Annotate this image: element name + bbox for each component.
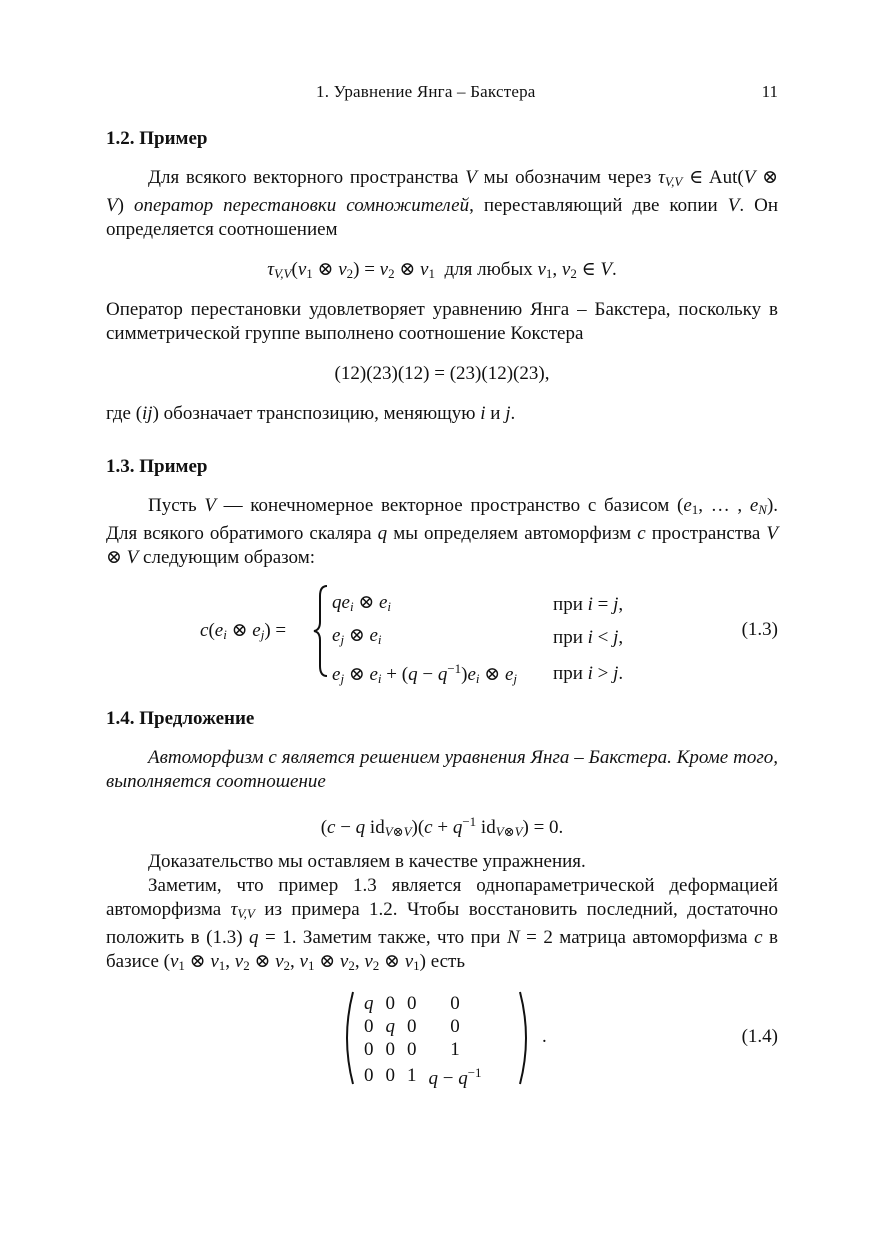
matrix-cell: 0 xyxy=(450,993,460,1014)
section-heading-1-3: 1.3. Пример xyxy=(106,456,208,477)
case-expr: $e_j$ ⊗ $e_i$ xyxy=(332,625,382,647)
case-expr: $qe_i$ ⊗ $e_i$ xyxy=(332,592,392,614)
right-paren-icon xyxy=(518,990,534,1086)
cases-lhs: $c(e_i$ ⊗ $e_j$) = xyxy=(200,620,287,642)
matrix-cell: 0 xyxy=(385,1065,395,1086)
case-condition: при i = j, xyxy=(553,594,624,615)
case-condition: при i > j. xyxy=(553,663,624,684)
running-header xyxy=(106,82,778,108)
proof-note: Доказательство мы оставляем в качестве упражнения. xyxy=(148,851,586,872)
matrix-cell: 0 xyxy=(407,993,417,1014)
matrix-cell: 0 xyxy=(364,1016,374,1037)
matrix-row xyxy=(358,1061,488,1090)
equation-quadratic: (c − q $id_{V\otimes V})(c + q^{-1}$ $id_{V\otimes V}) = 0$. xyxy=(320,814,564,839)
paragraph-1-2-coxeter: Оператор перестановки удовлетворяет уравнению Янга – Бакстера, поскольку в симметрической группе выполнено соотношение Кокстера xyxy=(106,299,778,344)
left-brace-icon xyxy=(312,584,330,678)
case-row xyxy=(332,621,623,654)
paragraph-1-2-definition: Для всякого векторного пространства V мы обозначим через $\tau_{V,V}$ ∈ Aut(V ⊗ V) оператор перестановки сомножителей, переставляющий две копии V. Он определяется соотношением xyxy=(106,167,779,240)
matrix-row xyxy=(358,1038,488,1061)
left-paren-icon xyxy=(339,990,355,1086)
matrix-cell: 0 xyxy=(364,1039,374,1060)
matrix xyxy=(358,992,488,1090)
matrix-cell: 0 xyxy=(450,1016,460,1037)
equation-number: (1.3) xyxy=(741,619,778,640)
matrix-cell: 0 xyxy=(385,993,395,1014)
matrix-cell: q xyxy=(364,993,374,1014)
equation-number: (1.4) xyxy=(741,1026,778,1047)
paragraph-1-2-transposition: где (ij) обозначает транспозицию, меняющую i и j. xyxy=(106,403,516,424)
matrix-cell: 1 xyxy=(450,1039,460,1060)
paragraph-1-3: Пусть V — конечномерное векторное пространство с базисом ($e_1$, … , $e_N$). Для всякого обратимого скаляра q мы определяем автоморфизм c пространства V ⊗ V следующим образом: xyxy=(106,495,779,568)
matrix-cell: 0 xyxy=(407,1016,417,1037)
book-page xyxy=(106,82,779,1089)
paragraph-remark: Заметим, что пример 1.3 является однопараметрической деформацией автоморфизма $\tau_{V,V}$ из примера 1.2. Чтобы восстановить последний, достаточно положить в (1.3) q = 1. Заметим также, что при N = 2 матрица автоморфизма c в базисе ($v_1$ ⊗ $v_1$, $v_2$ ⊗ $v_2$, $v_1$ ⊗ $v_2$, $v_2$ ⊗ $v_1$) есть xyxy=(106,875,778,973)
case-condition: при i < j, xyxy=(553,627,624,648)
matrix-cell: 0 xyxy=(364,1065,374,1086)
case-expr: $e_j$ ⊗ $e_i + (q - q^{-1})e_i$ ⊗ $e_j$ xyxy=(332,661,518,686)
equation-swap: $\tau_{V,V}(v_1$ ⊗ $v_2) = v_2$ ⊗ $v_1$ для любых $v_1$, $v_2$ ∈ V. xyxy=(267,259,617,281)
matrix-cell: 0 xyxy=(407,1039,417,1060)
cases-table xyxy=(332,588,623,693)
section-heading-1-4: 1.4. Предложение xyxy=(106,708,255,729)
matrix-cell: 0 xyxy=(385,1039,395,1060)
chapter-title: 1. Уравнение Янга – Бакстера xyxy=(316,82,536,101)
page-number: 11 xyxy=(761,82,778,101)
case-row xyxy=(332,654,623,693)
section-heading-1-2: 1.2. Пример xyxy=(106,128,208,149)
equation-cases-1-3 xyxy=(106,584,778,686)
matrix-period: . xyxy=(542,1026,547,1047)
matrix-cell: q xyxy=(385,1016,395,1037)
equation-matrix-1-4 xyxy=(106,990,778,1089)
equation-coxeter: (12)(23)(12) = (23)(12)(23), xyxy=(334,363,550,384)
case-row xyxy=(332,588,623,621)
matrix-row xyxy=(358,1015,488,1038)
matrix-row xyxy=(358,992,488,1015)
matrix-cell: $q - q^{-1}$ xyxy=(428,1065,482,1089)
matrix-cell: 1 xyxy=(407,1065,417,1086)
proposition-statement: Автоморфизм c является решением уравнения Янга – Бакстера. Кроме того, выполняется соотношение xyxy=(106,747,778,792)
